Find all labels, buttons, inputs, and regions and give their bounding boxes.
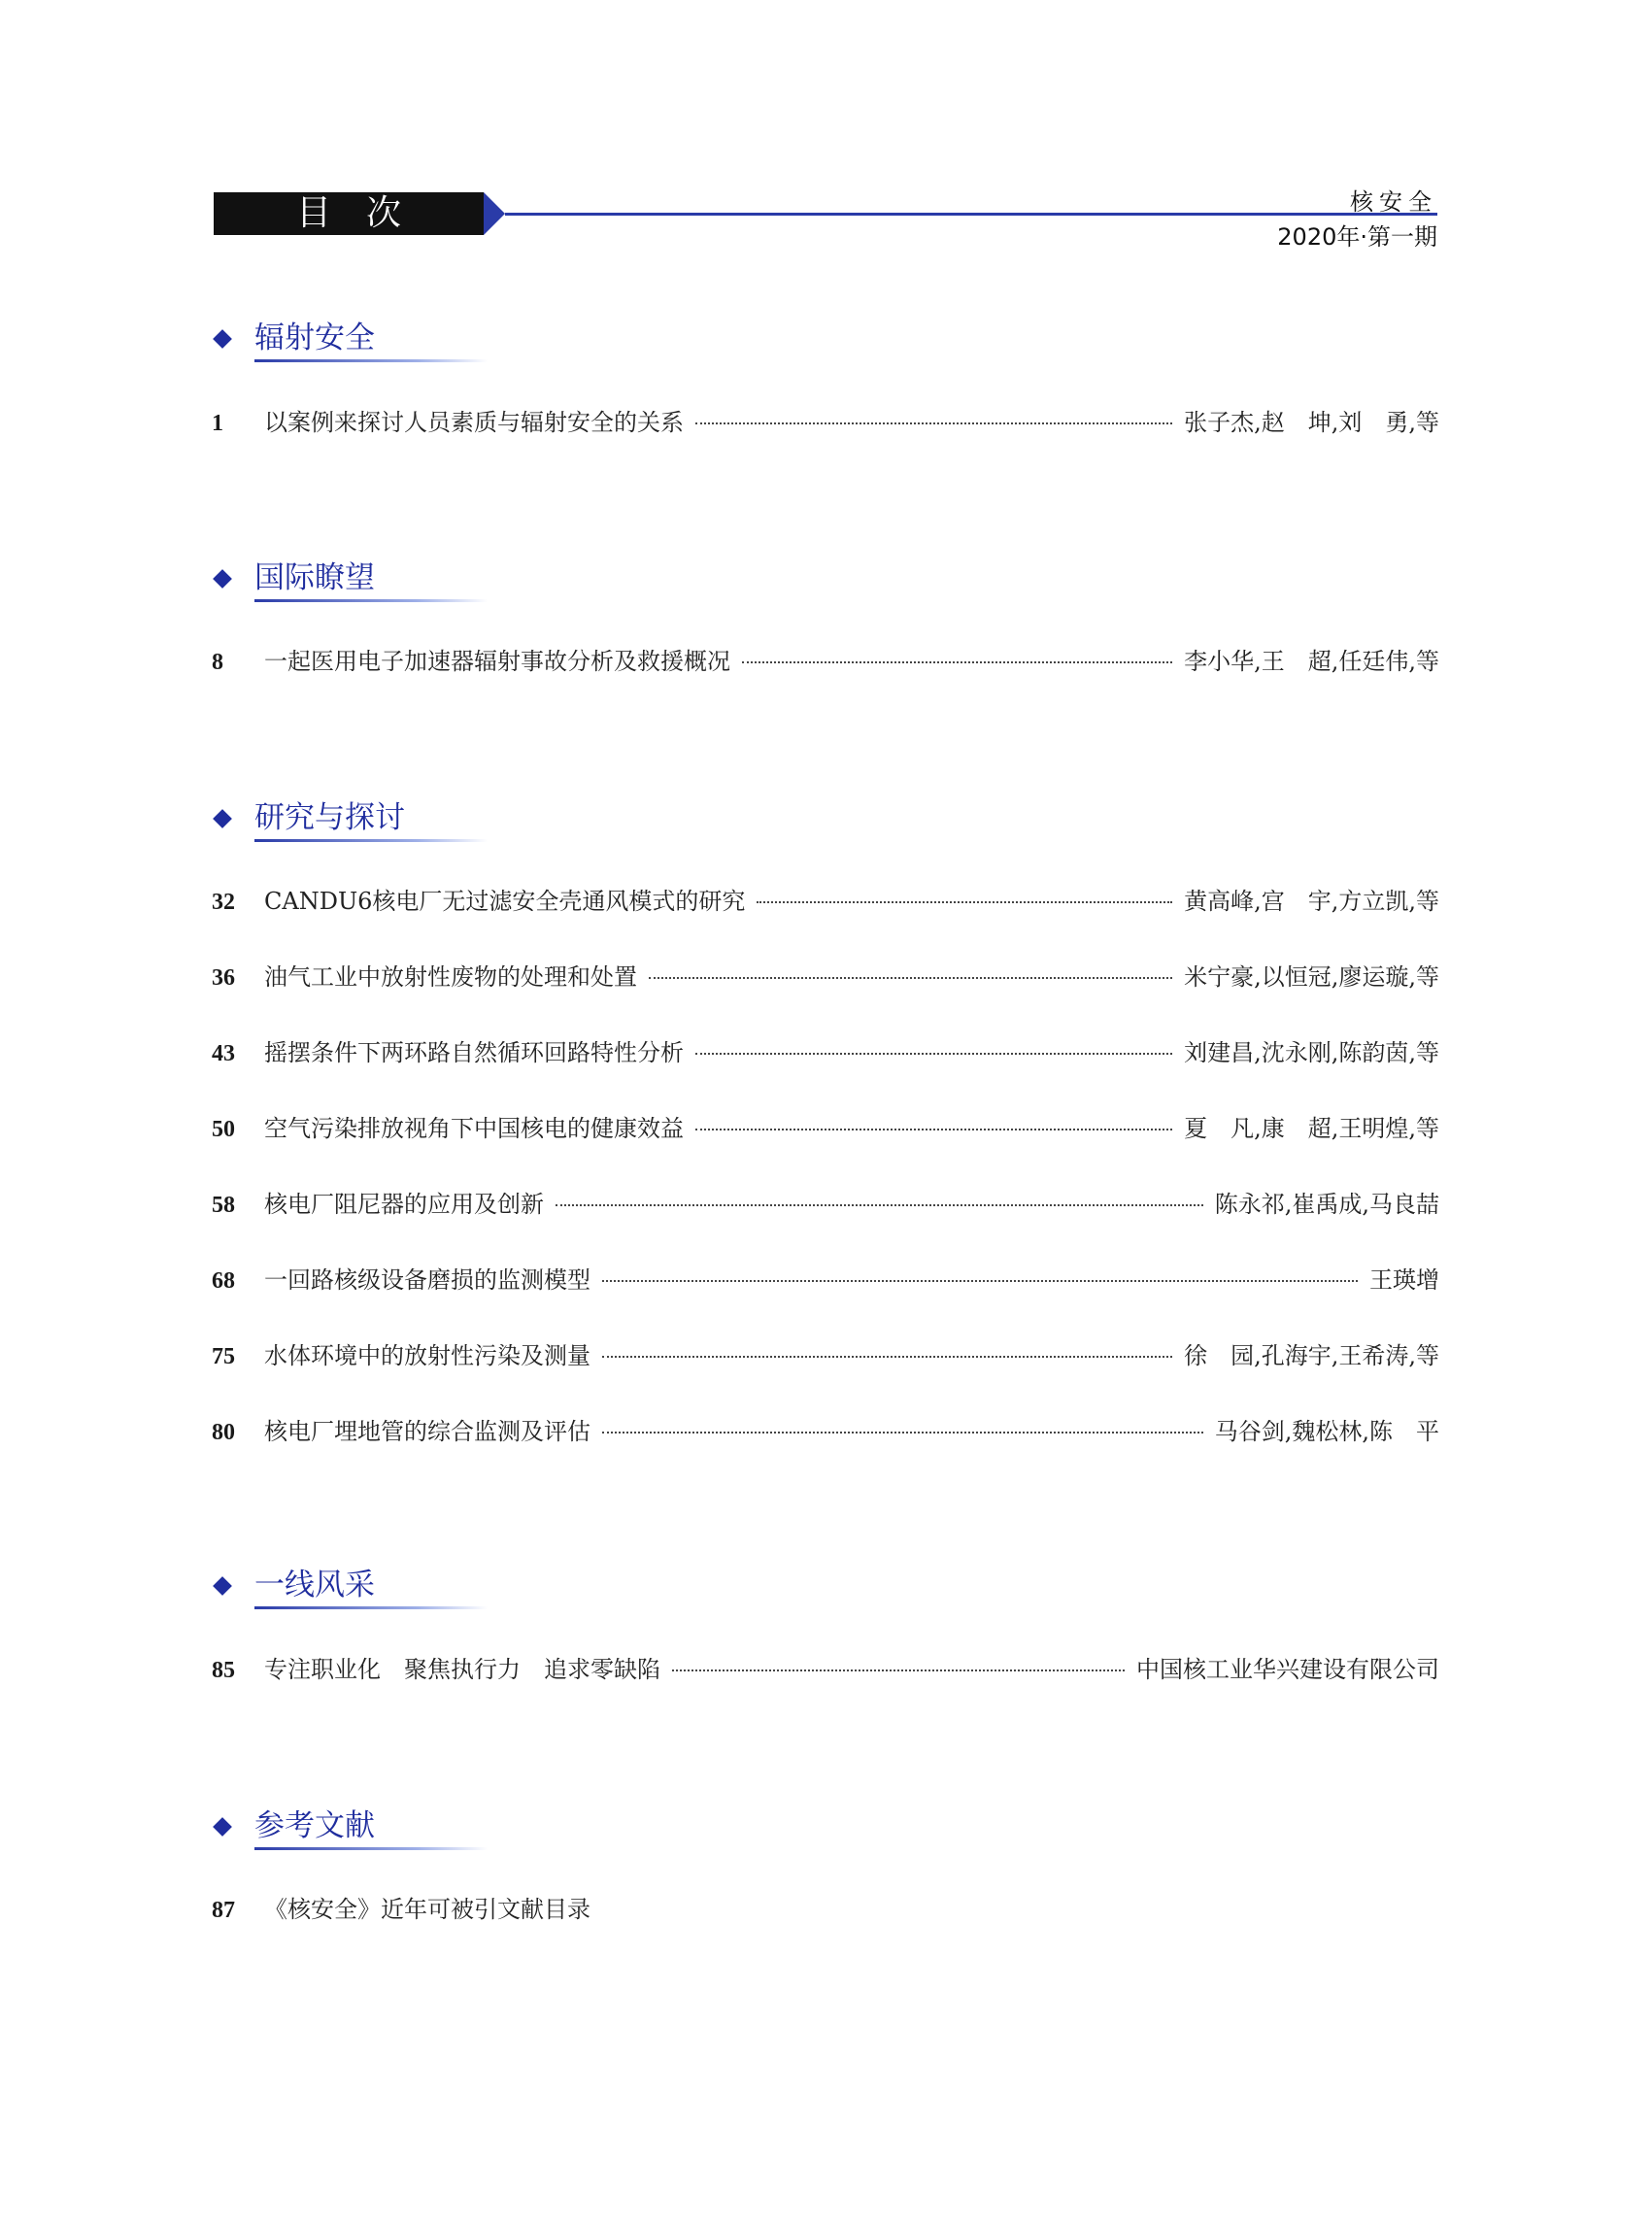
toc-entry[interactable] [212,884,1439,919]
entry-authors: 李小华,王 超,任廷伟,等 [1184,648,1439,675]
dot-leader [742,661,1172,663]
journal-name: 核安全 [1350,188,1437,216]
section-title: 参考文献 [254,1808,375,1843]
toc-entry[interactable] [212,644,1439,679]
dot-leader [602,1356,1172,1358]
toc-entry[interactable] [212,1111,1439,1146]
entry-authors: 马谷剑,魏松林,陈 平 [1214,1418,1439,1445]
entry-authors: 王瑛增 [1369,1266,1439,1294]
issue-label: 2020年·第一期 [1277,223,1437,251]
entry-page: 85 [212,1658,235,1683]
toc-entry[interactable] [212,1892,1439,1927]
entry-page: 8 [212,650,223,675]
section-underline [254,599,488,602]
header-arrow-icon [484,192,505,235]
entry-page: 43 [212,1041,235,1066]
entry-authors: 张子杰,赵 坤,刘 勇,等 [1184,409,1439,436]
diamond-bullet-icon [213,1817,232,1837]
entry-title: 一回路核级设备磨损的监测模型 [264,1266,590,1294]
entry-page: 32 [212,890,235,915]
section-underline [254,359,488,362]
entry-title: CANDU6核电厂无过滤安全壳通风模式的研究 [264,888,746,915]
entry-title: 核电厂埋地管的综合监测及评估 [264,1418,590,1445]
entry-authors: 陈永祁,崔禹成,马良喆 [1214,1191,1439,1218]
section-underline [254,1847,488,1850]
entry-title: 一起医用电子加速器辐射事故分析及救援概况 [264,648,730,675]
toc-entry[interactable] [212,960,1439,995]
toc-entry[interactable] [212,1652,1439,1687]
dot-leader [649,977,1172,979]
dot-leader [695,422,1172,424]
dot-leader [672,1670,1125,1671]
entry-title: 以案例来探讨人员素质与辐射安全的关系 [264,409,684,436]
entry-title: 水体环境中的放射性污染及测量 [264,1342,590,1369]
toc-entry[interactable] [212,1187,1439,1222]
dot-leader [695,1129,1172,1130]
diamond-bullet-icon [213,809,232,828]
dot-leader [757,901,1172,903]
entry-authors: 黄高峰,宫 宇,方立凯,等 [1184,888,1439,915]
dot-leader [556,1204,1203,1206]
entry-title: 空气污染排放视角下中国核电的健康效益 [264,1115,684,1142]
entry-authors: 徐 园,孔海宇,王希涛,等 [1184,1342,1439,1369]
toc-entry[interactable] [212,1414,1439,1449]
section-title: 一线风采 [254,1568,375,1602]
diamond-bullet-icon [213,569,232,589]
section-underline [254,839,488,842]
section-underline [254,1606,488,1609]
section-title: 研究与探讨 [254,800,405,835]
toc-header-label: 目次 [214,192,484,235]
entry-page: 87 [212,1898,235,1923]
entry-title: 摇摆条件下两环路自然循环回路特性分析 [264,1039,684,1066]
diamond-bullet-icon [213,1576,232,1596]
entry-page: 68 [212,1268,235,1294]
entry-authors: 夏 凡,康 超,王明煌,等 [1184,1115,1439,1142]
entry-authors: 米宁豪,以恒冠,廖运璇,等 [1184,963,1439,991]
entry-authors: 刘建昌,沈永刚,陈韵茵,等 [1184,1039,1439,1066]
toc-entry[interactable] [212,1338,1439,1373]
toc-entry[interactable] [212,1263,1439,1298]
entry-page: 58 [212,1193,235,1218]
section-title: 国际瞭望 [254,560,375,595]
entry-page: 36 [212,965,235,991]
dot-leader [602,1432,1203,1433]
toc-entry[interactable] [212,1035,1439,1070]
entry-authors: 中国核工业华兴建设有限公司 [1136,1656,1439,1683]
entry-page: 80 [212,1420,235,1445]
entry-title: 油气工业中放射性废物的处理和处置 [264,963,637,991]
diamond-bullet-icon [213,329,232,349]
dot-leader [695,1053,1172,1055]
dot-leader [602,1280,1358,1282]
section-title: 辐射安全 [254,320,375,355]
entry-page: 1 [212,411,223,436]
toc-entry[interactable] [212,405,1439,440]
entry-title: 《核安全》近年可被引文献目录 [264,1896,590,1923]
entry-title: 专注职业化 聚焦执行力 追求零缺陷 [264,1656,660,1683]
entry-page: 50 [212,1117,235,1142]
entry-page: 75 [212,1344,235,1369]
entry-title: 核电厂阻尼器的应用及创新 [264,1191,544,1218]
